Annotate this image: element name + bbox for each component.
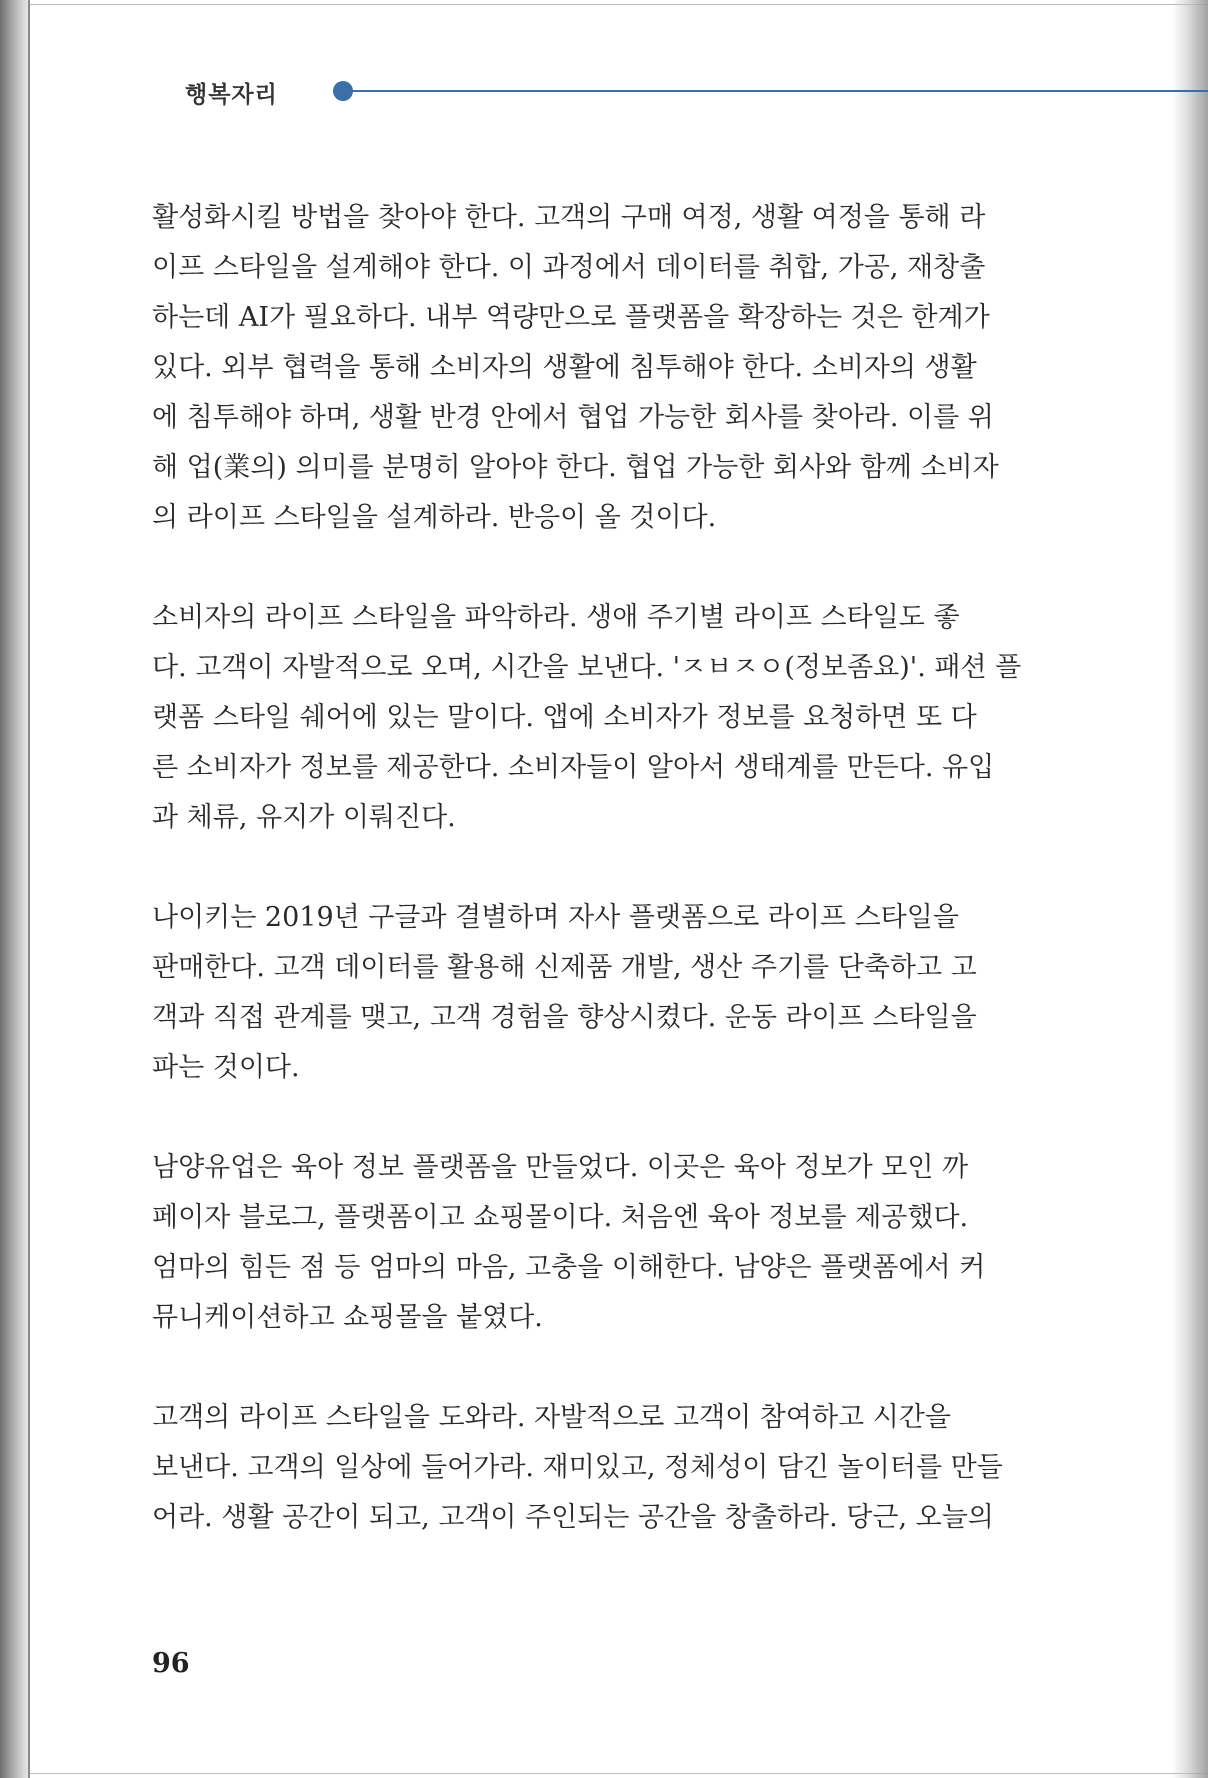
paragraph bbox=[152, 893, 1012, 1093]
text-line: 다. 고객이 자발적으로 오며, 시간을 보낸다. 'ㅈㅂㅈㅇ(정보좀요)'. 패션 플 bbox=[152, 652, 1022, 683]
text-line: 른 소비자가 정보를 제공한다. 소비자들이 알아서 생태계를 만든다. 유입 bbox=[152, 752, 995, 783]
text-line: 페이자 블로그, 플랫폼이고 쇼핑몰이다. 처음엔 육아 정보를 제공했다. bbox=[152, 1202, 969, 1233]
paragraph-gap bbox=[152, 1093, 1012, 1143]
paragraph bbox=[152, 593, 1022, 843]
text-line: 판매한다. 고객 데이터를 활용해 신제품 개발, 생산 주기를 단축하고 고 bbox=[152, 952, 977, 983]
body-text bbox=[152, 193, 1022, 1543]
page-number: 96 bbox=[152, 1648, 190, 1679]
running-header-title: 행복자리 bbox=[185, 82, 278, 108]
paragraph-gap bbox=[152, 1343, 1012, 1393]
text-line: 활성화시킬 방법을 찾아야 한다. 고객의 구매 여정, 생활 여정을 통해 라 bbox=[152, 202, 986, 233]
paragraph bbox=[152, 1143, 1012, 1343]
text-line: 랫폼 스타일 쉐어에 있는 말이다. 앱에 소비자가 정보를 요청하면 또 다 bbox=[152, 702, 977, 733]
text-line: 고객의 라이프 스타일을 도와라. 자발적으로 고객이 참여하고 시간을 bbox=[152, 1402, 951, 1433]
text-line: 소비자의 라이프 스타일을 파악하라. 생애 주기별 라이프 스타일도 좋 bbox=[152, 602, 960, 633]
paragraph bbox=[152, 193, 1012, 543]
text-line: 남양유업은 육아 정보 플랫폼을 만들었다. 이곳은 육아 정보가 모인 까 bbox=[152, 1152, 969, 1183]
paragraph bbox=[152, 1393, 1012, 1543]
text-line: 해 업(業의) 의미를 분명히 알아야 한다. 협업 가능한 회사와 함께 소비자 bbox=[152, 452, 999, 483]
text-line: 엄마의 힘든 점 등 엄마의 마음, 고충을 이해한다. 남양은 플랫폼에서 커 bbox=[152, 1252, 986, 1283]
text-line: 과 체류, 유지가 이뤄진다. bbox=[152, 802, 456, 833]
text-line: 의 라이프 스타일을 설계하라. 반응이 올 것이다. bbox=[152, 502, 717, 533]
text-line: 하는데 AI가 필요하다. 내부 역량만으로 플랫폼을 확장하는 것은 한계가 bbox=[152, 302, 990, 333]
text-line: 나이키는 2019년 구글과 결별하며 자사 플랫폼으로 라이프 스타일을 bbox=[152, 902, 959, 933]
text-line: 어라. 생활 공간이 되고, 고객이 주인되는 공간을 창출하라. 당근, 오늘의 bbox=[152, 1502, 994, 1533]
text-line: 파는 것이다. bbox=[152, 1052, 300, 1083]
text-line: 에 침투해야 하며, 생활 반경 안에서 협업 가능한 회사를 찾아라. 이를 위 bbox=[152, 402, 994, 433]
text-line: 뮤니케이션하고 쇼핑몰을 붙였다. bbox=[152, 1302, 543, 1333]
paragraph-gap bbox=[152, 843, 1012, 893]
book-spine bbox=[0, 0, 30, 1778]
paragraph-gap bbox=[152, 543, 1012, 593]
page-edge-shadow bbox=[1172, 0, 1208, 1778]
text-line: 이프 스타일을 설계해야 한다. 이 과정에서 데이터를 취합, 가공, 재창출 bbox=[152, 252, 986, 283]
header-rule bbox=[350, 90, 1208, 92]
text-line: 있다. 외부 협력을 통해 소비자의 생활에 침투해야 한다. 소비자의 생활 bbox=[152, 352, 977, 383]
text-line: 객과 직접 관계를 맺고, 고객 경험을 향상시켰다. 운동 라이프 스타일을 bbox=[152, 1002, 977, 1033]
text-line: 보낸다. 고객의 일상에 들어가라. 재미있고, 정체성이 담긴 놀이터를 만들 bbox=[152, 1452, 1003, 1483]
